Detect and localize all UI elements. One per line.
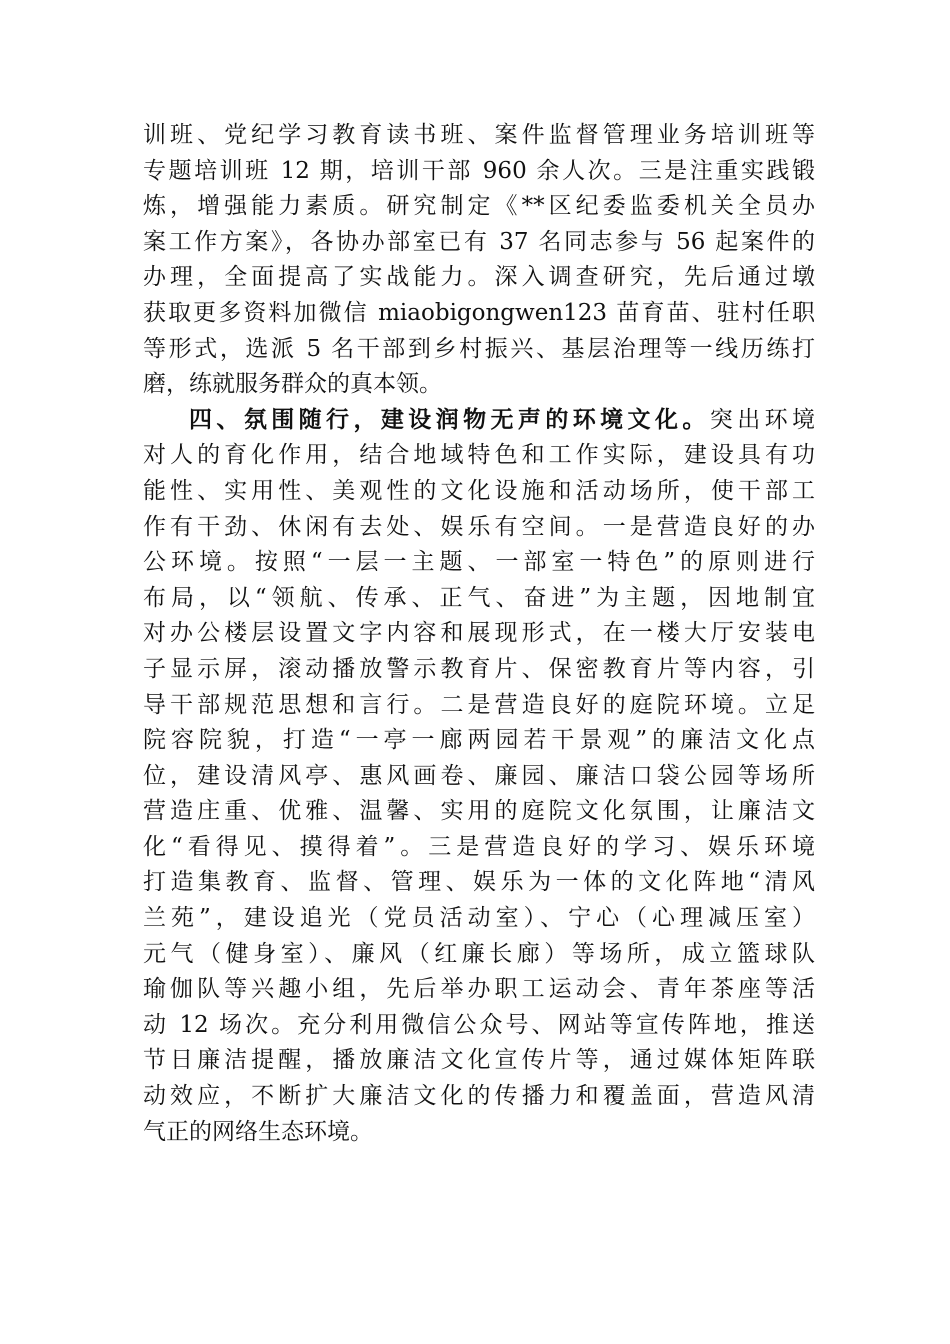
section-line-18: 节日廉洁提醒，播放廉洁文化宣传片等，通过媒体矩阵联: [143, 1047, 815, 1074]
section-line-3: 作有干劲、休闲有去处、娱乐有空间。一是营造良好的办: [143, 513, 815, 540]
section-line-19: 动效应，不断扩大廉洁文化的传播力和覆盖面，营造风清: [143, 1083, 815, 1110]
document-body: [143, 118, 815, 1150]
section-heading: 四、氛围随行，建设润物无声的环境文化。: [189, 406, 710, 433]
paragraph-line-3: 炼，增强能力素质。研究制定《**区纪委监委机关全员办: [143, 193, 815, 220]
section-line-9: 院容院貌，打造“一亭一廊两园若干景观”的廉洁文化点: [143, 727, 815, 754]
section-heading-tail: 突出环境: [709, 406, 815, 433]
paragraph-line-4: 案工作方案》，各协办部室已有 37 名同志参与 56 起案件的: [143, 228, 815, 255]
section-heading-line: [143, 403, 815, 439]
section-line-4: 公环境。按照“一层一主题、一部室一特色”的原则进行: [143, 549, 815, 576]
section-line-20: 气正的网络生态环境。: [143, 1118, 373, 1145]
section-line-8: 导干部规范思想和言行。二是营造良好的庭院环境。立足: [143, 691, 815, 718]
section-line-13: 打造集教育、监督、管理、娱乐为一体的文化阵地“清风: [143, 869, 815, 896]
section-line-17: 动 12 场次。充分利用微信公众号、网站等宣传阵地，推送: [143, 1011, 815, 1038]
section-line-16: 瑜伽队等兴趣小组，先后举办职工运动会、青年茶座等活: [143, 976, 815, 1003]
section-line-2: 能性、实用性、美观性的文化设施和活动场所，使干部工: [143, 477, 815, 504]
paragraph-line-8: 磨，练就服务群众的真本领。: [143, 371, 442, 398]
paragraph-line-7: 等形式，选派 5 名干部到乡村振兴、基层治理等一线历练打: [143, 335, 815, 362]
section-line-14: 兰苑”，建设追光（党员活动室）、宁心（心理减压室）: [143, 905, 815, 932]
section-line-6: 对办公楼层设置文字内容和展现形式，在一楼大厅安装电: [143, 620, 815, 647]
section-line-10: 位，建设清风亭、惠风画卷、廉园、廉洁口袋公园等场所: [143, 762, 815, 789]
paragraph-line-6: 获取更多资料加微信 miaobigongwen123 苗育苗、驻村任职: [143, 299, 815, 326]
section-line-7: 子显示屏，滚动播放警示教育片、保密教育片等内容，引: [143, 655, 815, 682]
section-line-5: 布局，以“领航、传承、正气、奋进”为主题，因地制宜: [143, 584, 815, 611]
section-line-11: 营造庄重、优雅、温馨、实用的庭院文化氛围，让廉洁文: [143, 798, 815, 825]
section-line-12: 化“看得见、摸得着”。三是营造良好的学习、娱乐环境: [143, 833, 815, 860]
paragraph-line-2: 专题培训班 12 期，培训干部 960 余人次。三是注重实践锻: [143, 157, 815, 184]
paragraph-line-5: 办理，全面提高了实战能力。深入调查研究，先后通过墩: [143, 264, 815, 291]
paragraph-line-1: 训班、党纪学习教育读书班、案件监督管理业务培训班等: [143, 122, 815, 148]
section-line-15: 元气（健身室）、廉风（红廉长廊）等场所，成立篮球队: [143, 940, 815, 967]
section-line-1: 对人的育化作用，结合地域特色和工作实际，建设具有功: [143, 442, 815, 469]
